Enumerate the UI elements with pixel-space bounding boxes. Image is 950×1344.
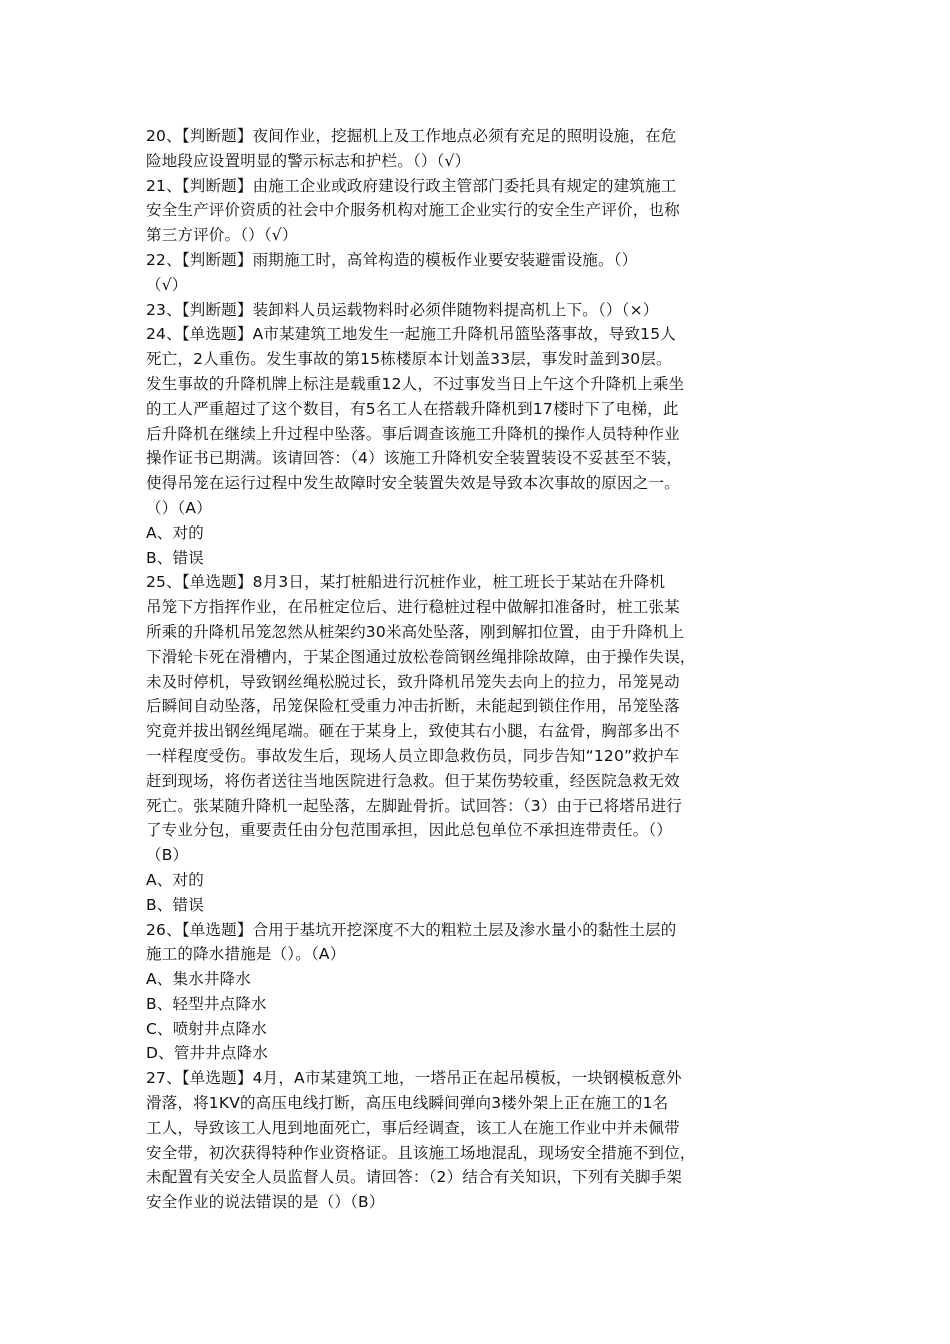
text-line: 25、【单选题】8月3日，某打桩船进行沉桩作业，桩工班长于某站在升降机 bbox=[146, 573, 666, 592]
text-line: （√） bbox=[146, 275, 188, 294]
text-line: 施工的降水措施是（）。（A） bbox=[146, 945, 346, 964]
text-line: 发生事故的升降机牌上标注是载重12人，不过事发当日上午这个升降机上乘坐 bbox=[146, 374, 685, 393]
text-line: 死亡。张某随升降机一起坠落，左脚趾骨折。试回答：（3）由于已将塔吊进行 bbox=[146, 796, 683, 815]
text-line: 安全生产评价资质的社会中介服务机构对施工企业实行的安全生产评价，也称 bbox=[146, 201, 680, 220]
text-line: 吊笼下方指挥作业，在吊桩定位后、进行稳桩过程中做解扣准备时，桩工张某 bbox=[146, 598, 680, 617]
text-line: A、对的 bbox=[146, 523, 204, 542]
text-line: 未及时停机，导致钢丝绳松脱过长，致升降机吊笼失去向上的拉力，吊笼晃动 bbox=[146, 672, 680, 691]
text-line: A、对的 bbox=[146, 870, 204, 889]
text-line: 了专业分包，重要责任由分包范围承担，因此总包单位不承担连带责任。（） bbox=[146, 821, 673, 840]
text-line: 滑落，将1KV的高压电线打断，高压电线瞬间弹向3楼外架上正在施工的1名 bbox=[146, 1094, 669, 1113]
text-line: 23、【判断题】装卸料人员运载物料时必须伴随物料提高机上下。（）（×） bbox=[146, 300, 659, 319]
text-line: 安全作业的说法错误的是（）（B） bbox=[146, 1193, 385, 1212]
text-line: 24、【单选题】A市某建筑工地发生一起施工升降机吊篮坠落事故，导致15人 bbox=[146, 325, 677, 344]
text-line: （）（A） bbox=[146, 498, 212, 517]
text-line: A、集水井降水 bbox=[146, 970, 252, 989]
text-line: 21、【判断题】由施工企业或政府建设行政主管部门委托具有规定的建筑施工 bbox=[146, 176, 677, 195]
text-line: 工人，导致该工人甩到地面死亡，事后经调查，该工人在施工作业中并未佩带 bbox=[146, 1118, 680, 1137]
question-text-block bbox=[146, 124, 814, 1215]
text-line: 20、【判断题】夜间作业，挖掘机上及工作地点必须有充足的照明设施，在危 bbox=[146, 127, 677, 145]
text-line: 第三方评价。（）（√） bbox=[146, 226, 298, 245]
text-line: 下滑轮卡死在滑槽内，于某企图通过放松卷筒钢丝绳排除故障，由于操作失误， bbox=[146, 647, 696, 666]
text-line: 险地段应设置明显的警示标志和护栏。（）（√） bbox=[146, 151, 471, 170]
text-line: 操作证书已期满。该请回答：（4）该施工升降机安全装置装设不妥甚至不装， bbox=[146, 449, 683, 468]
text-line: B、轻型井点降水 bbox=[146, 994, 267, 1013]
text-line: 27、【单选题】4月，A市某建筑工地，一塔吊正在起吊模板，一块钢模板意外 bbox=[146, 1069, 682, 1088]
text-line: 未配置有关安全人员监督人员。请回答：（2）结合有关知识，下列有关脚手架 bbox=[146, 1168, 683, 1187]
text-line: 赶到现场，将伤者送往当地医院进行急救。但于某伤势较重，经医院急救无效 bbox=[146, 771, 680, 790]
text-line: 26、【单选题】合用于基坑开挖深度不大的粗粒土层及渗水量小的黏性土层的 bbox=[146, 920, 677, 939]
text-line: 使得吊笼在运行过程中发生故障时安全装置失效是导致本次事故的原因之一。 bbox=[146, 474, 680, 493]
text-line: 的工人严重超过了这个数目，有5名工人在搭载升降机到17楼时下了电梯，此 bbox=[146, 399, 679, 418]
text-line: 究竟并拔出钢丝绳尾端。砸在于某身上，致使其右小腿，右盆骨，胸部多出不 bbox=[146, 722, 680, 741]
text-line: D、管井井点降水 bbox=[146, 1044, 269, 1063]
text-line: B、错误 bbox=[146, 548, 204, 567]
text-line: 一样程度受伤。事故发生后，现场人员立即急救伤员，同步告知“120”救护车 bbox=[146, 746, 680, 765]
text-line: （B） bbox=[146, 846, 189, 865]
text-line: 后升降机在继续上升过程中坠落。事后调查该施工升降机的操作人员特种作业 bbox=[146, 424, 680, 443]
text-line: 安全带，初次获得特种作业资格证。且该施工场地混乱，现场安全措施不到位， bbox=[146, 1143, 696, 1162]
text-line: C、喷射井点降水 bbox=[146, 1019, 267, 1038]
text-line: 后瞬间自动坠落，吊笼保险杠受重力冲击折断，未能起到锁住作用，吊笼坠落 bbox=[146, 697, 680, 716]
text-line: 所乘的升降机吊笼忽然从桩架约30米高处坠落，刚到解扣位置，由于升降机上 bbox=[146, 622, 685, 641]
text-line: B、错误 bbox=[146, 895, 204, 914]
text-line: 死亡，2人重伤。发生事故的第15栋楼原本计划盖33层，事发时盖到30层。 bbox=[146, 350, 672, 369]
text-line: 22、【判断题】雨期施工时，高耸构造的模板作业要安装避雷设施。（） bbox=[146, 250, 638, 269]
